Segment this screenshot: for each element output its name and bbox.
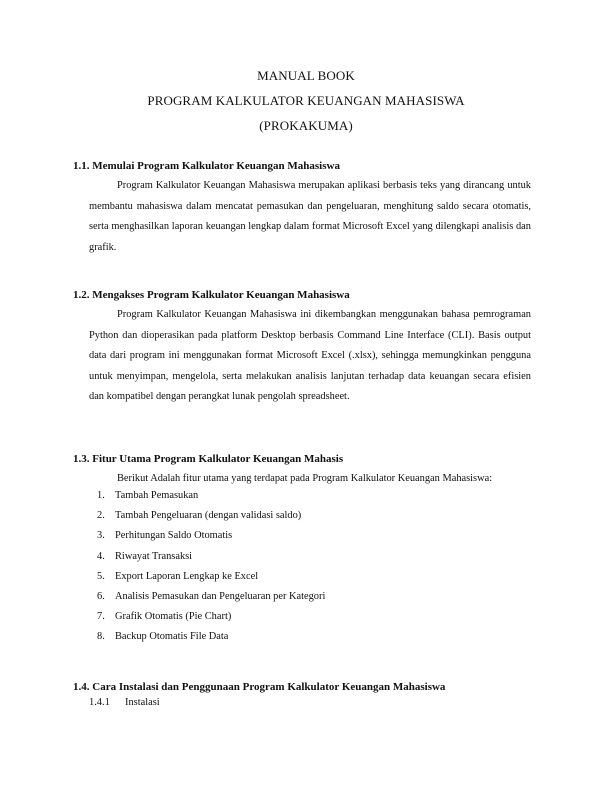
section-3-intro: Berikut Adalah fitur utama yang terdapat pada Program Kalkulator Keuangan Mahasiswa: [117, 473, 493, 484]
section-1-heading: 1.1. Memulai Program Kalkulator Keuangan Mahasiswa [73, 160, 340, 172]
doc-title-line-2: PROGRAM KALKULATOR KEUANGAN MAHASISWA [147, 93, 465, 108]
section-4-heading: 1.4. Cara Instalasi dan Penggunaan Program Kalkulator Keuangan Mahasiswa [73, 681, 446, 693]
doc-title-line-3: (PROKAKUMA) [259, 118, 353, 133]
subsection-number: 1.4.1 [89, 697, 110, 708]
list-item: 1. Tambah Pemasukan [97, 490, 199, 501]
list-item: 3. Perhitungan Saldo Otomatis [97, 530, 233, 542]
list-item: 5. Export Laporan Lengkap ke Excel [97, 570, 259, 582]
section-2-paragraph [89, 305, 531, 408]
section-3-heading: 1.3. Fitur Utama Program Kalkulator Keuangan Mahasis [73, 453, 344, 465]
subsection-label: Instalasi [125, 697, 160, 708]
doc-title-line-1: MANUAL BOOK [257, 68, 355, 83]
list-item: 4. Riwayat Transaksi [97, 550, 193, 562]
list-item: 2. Tambah Pengeluaran (dengan validasi saldo) [97, 510, 302, 522]
subsection-1-4-1 [89, 697, 160, 708]
list-item: 8. Backup Otomatis File Data [97, 631, 229, 643]
section-1-paragraph [89, 176, 531, 258]
section-2-body: Program Kalkulator Keuangan Mahasiswa ini dikembangkan menggunakan bahasa pemrograman Python dan dioperasikan pada platform Desktop berbasis Command Line Interface (CLI). Basis output data dari program ini menggunakan format Microsoft Excel (.xlsx), sehingga memungkinkan pengguna untuk menyimpan, mengelola, serta melakukan analisis lanjutan terhadap data keuangan secara efisien dan kompatibel dengan perangkat lunak pengolah spreadsheet. [89, 309, 531, 402]
list-item: 6. Analisis Pemasukan dan Pengeluaran per Kategori [97, 590, 326, 602]
feature-list [97, 490, 325, 652]
list-item: 7. Grafik Otomatis (Pie Chart) [97, 611, 232, 623]
section-1-body: Program Kalkulator Keuangan Mahasiswa merupakan aplikasi berbasis teks yang dirancang untuk membantu mahasiswa dalam mencatat pemasukan dan pengeluaran, menghitung saldo secara otomatis, serta menghasilkan laporan keuangan lengkap dalam format Microsoft Excel yang dilengkapi analisis dan grafik. [89, 180, 531, 253]
section-2-heading: 1.2. Mengakses Program Kalkulator Keuangan Mahasiswa [73, 289, 350, 301]
